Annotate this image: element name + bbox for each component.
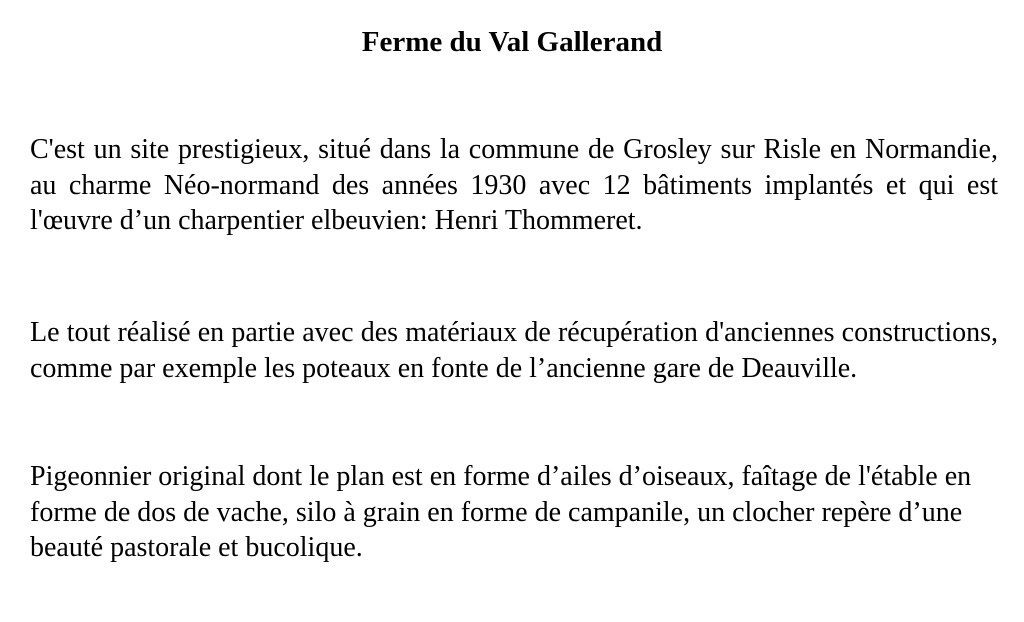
document-title: Ferme du Val Gallerand <box>361 26 663 58</box>
paragraph-site-description: C'est un site prestigieux, situé dans la commune de Grosley sur Risle en Normandie, au charme Néo-normand des années 1930 avec 12 bâtiments implantés et qui est l'œuvre d’un charpentier elbeuvien: Henri Thommeret. <box>30 134 998 236</box>
paragraph-recycled-materials: Le tout réalisé en partie avec des matériaux de récupération d'anciennes constructions, comme par exemple les poteaux en fonte de l’ancienne gare de Deauville. <box>30 317 998 384</box>
paragraph-architectural-features: Pigeonnier original dont le plan est en forme d’ailes d’oiseaux, faîtage de l'étable en forme de dos de vache, silo à grain en forme de campanile, un clocher repère d’une beauté pastorale et bucolique. <box>30 461 972 563</box>
